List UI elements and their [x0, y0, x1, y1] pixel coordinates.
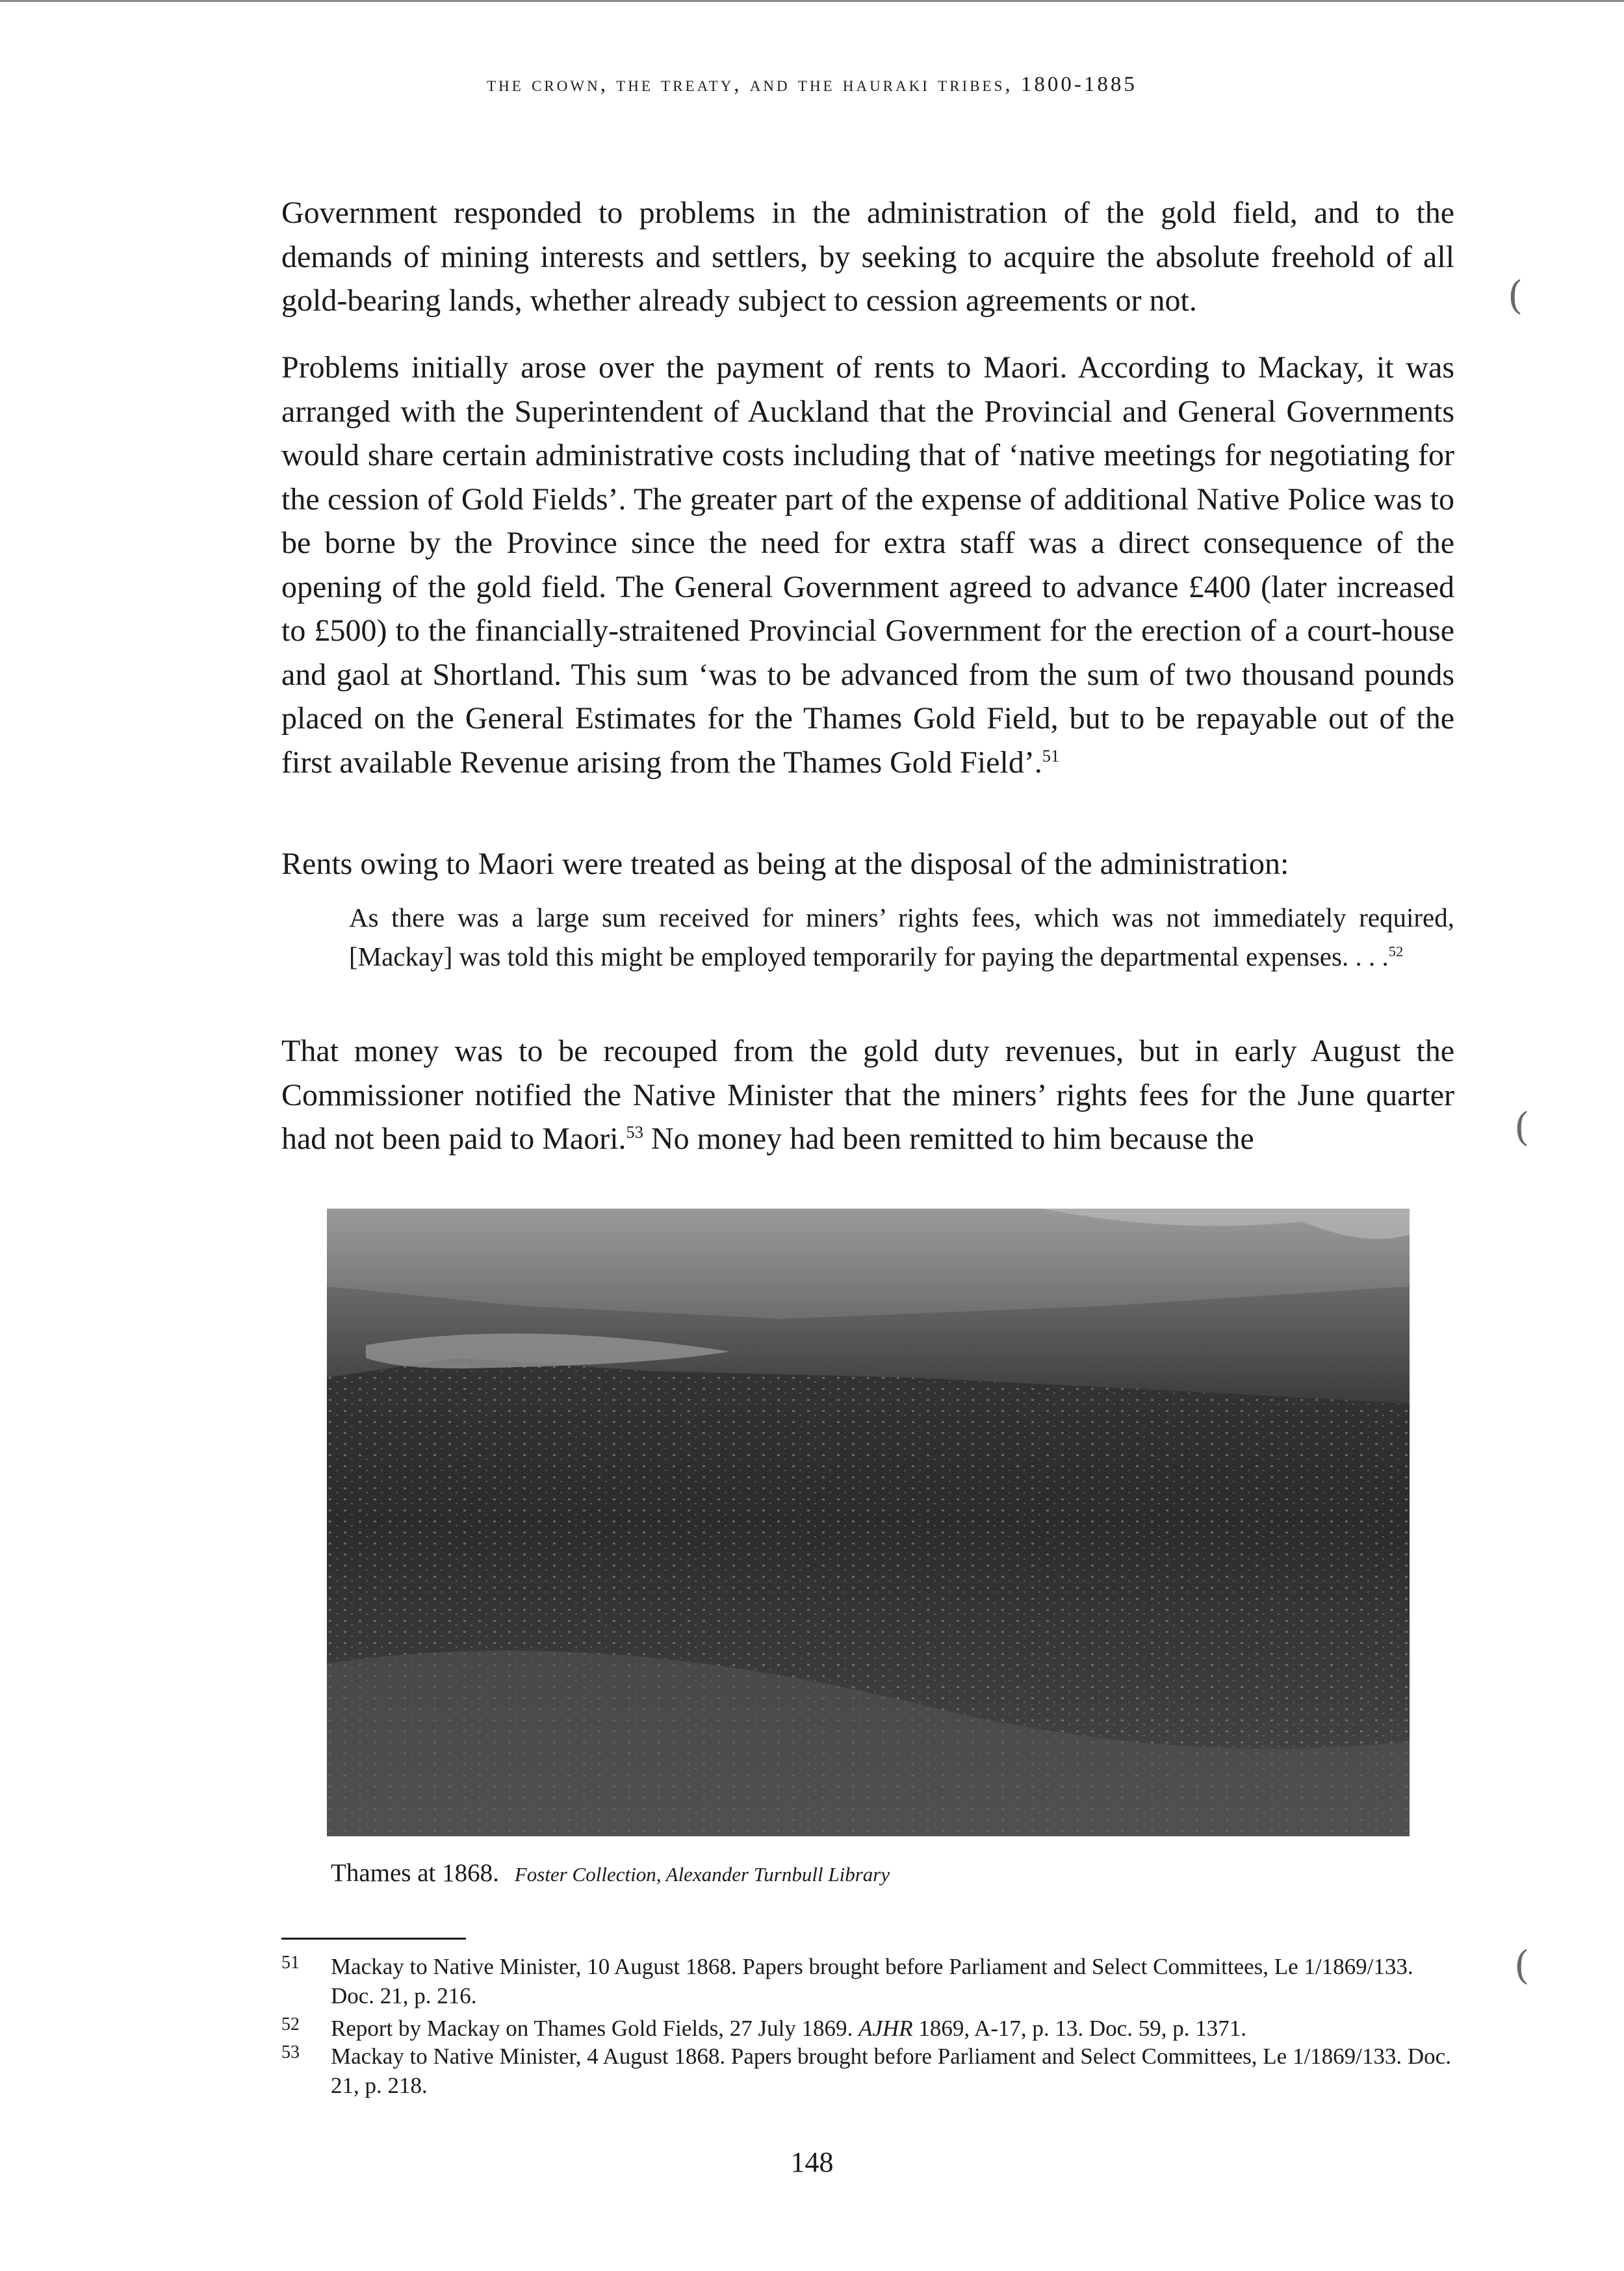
- page-number: 148: [790, 2146, 834, 2178]
- footnote-ref-52[interactable]: 52: [1388, 943, 1404, 960]
- paragraph-5-text-before: That money was to be recouped from the gold duty revenues, but in early August the Commissioner notified the Native Minister that the miners’ rights fees for the June quarter had not been paid to Maori.: [281, 1034, 1454, 1156]
- paragraph-1: Government responded to problems in the administration of the gold field, and to the demands of mining interests and settlers, by seeking to acquire the absolute freehold of all gold-bearing lands, whether already subject to cession agreements or not.: [281, 196, 1454, 318]
- top-border: [0, 0, 1624, 2]
- footnote-text: Mackay to Native Minister, 10 August 1868. Papers brought before Parliament and Select Committees, Le 1/1869/133. Doc. 21, p. 216.: [331, 1954, 1413, 2008]
- footnote-text-before: Report by Mackay on Thames Gold Fields, 27 July 1869.: [331, 2016, 859, 2041]
- footnote-ref-51[interactable]: 51: [1042, 745, 1060, 765]
- footnote-text: Mackay to Native Minister, 4 August 1868. Papers brought before Parliament and Select Committees, Le 1/1869/133. Doc. 21, p. 218.: [331, 2044, 1451, 2098]
- paragraph-2-text: Problems initially arose over the payment of rents to Maori. According to Mackay, it was arranged with the Superintendent of Auckland that the Provincial and General Governments would share certain administrative costs including that of ‘native meetings for negotiating for the cession of Gold Fields’. The greater part of the expense of additional Native Police was to be borne by the Province since the need for extra staff was a direct consequence of the opening of the gold field. The General Government agreed to advance £400 (later increased to £500) to the financially-straitened Provincial Government for the erection of a court-house and gaol at Shortland. This sum ‘was to be advanced from the sum of two thousand pounds placed on the General Estimates for the Thames Gold Field, but to be repayable out of the first available Revenue arising from the Thames Gold Field’.: [281, 350, 1454, 780]
- footnote-text-after: 1869, A-17, p. 13. Doc. 59, p. 1371.: [912, 2016, 1246, 2041]
- caption-credit: Foster Collection, Alexander Turnbull Library: [514, 1863, 890, 1886]
- caption-text: Thames at 1868.: [331, 1859, 499, 1887]
- margin-bracket-mark: (: [1514, 1105, 1530, 1150]
- paragraph-3: Rents owing to Maori were treated as being at the disposal of the administration:: [281, 847, 1289, 881]
- footnote-53: [281, 2042, 1454, 2100]
- thames-photograph: [327, 1209, 1410, 1836]
- photo-illustration: [327, 1209, 1410, 1836]
- footnote-52: [281, 2014, 1454, 2043]
- footnote-ref-53[interactable]: 53: [626, 1122, 643, 1142]
- margin-bracket-mark: (: [1508, 273, 1523, 318]
- footnote-separator: [281, 1938, 466, 1940]
- footnote-number: 52: [281, 2014, 300, 2034]
- footnote-source-italic: AJHR: [858, 2016, 913, 2041]
- footnote-51: [281, 1952, 1454, 2010]
- paragraph-2: [281, 346, 1454, 784]
- paragraph-5-text-after: No money had been remitted to him because the: [643, 1122, 1254, 1156]
- margin-bracket-mark: (: [1514, 1943, 1530, 1988]
- paragraph-5: [281, 1029, 1454, 1161]
- footnote-number: 51: [281, 1953, 300, 1973]
- running-head: the crown, the treaty, and the hauraki tribes, 1800-1885: [487, 73, 1137, 96]
- block-quote-text: As there was a large sum received for miners’ rights fees, which was not immediately required, [Mackay] was told this might be employed temporarily for paying the departmental expenses. . . .: [349, 903, 1454, 971]
- footnote-number: 53: [281, 2042, 300, 2062]
- figure-caption: [331, 1857, 890, 1891]
- footnote-text: [331, 2014, 1454, 2043]
- block-quote: [349, 898, 1454, 976]
